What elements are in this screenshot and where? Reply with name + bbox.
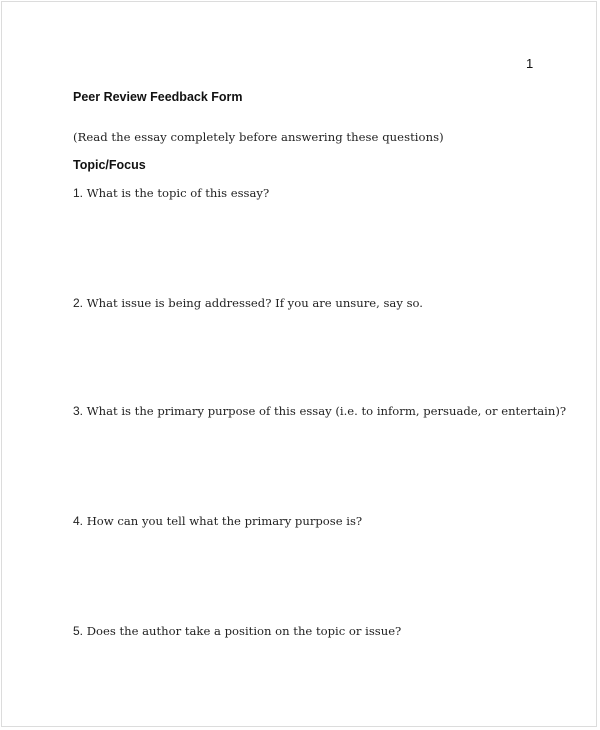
page-number: 1 — [526, 56, 534, 71]
question-text: How can you tell what the primary purpose is? — [83, 514, 363, 528]
question-4 — [73, 514, 362, 528]
question-number: 4. — [73, 514, 84, 528]
question-text: What is the primary purpose of this essay (i.e. to inform, persuade, or entertain)? — [83, 404, 567, 418]
question-text: What is the topic of this essay? — [83, 186, 270, 200]
document-page — [1, 1, 597, 727]
instruction-text: (Read the essay completely before answering these questions) — [73, 130, 444, 144]
form-title: Peer Review Feedback Form — [73, 90, 243, 104]
question-text: What issue is being addressed? If you are unsure, say so. — [83, 296, 423, 310]
question-1 — [73, 186, 269, 200]
question-number: 5. — [73, 624, 84, 638]
question-number: 1. — [73, 186, 84, 200]
question-number: 2. — [73, 296, 84, 310]
question-5 — [73, 624, 401, 638]
question-2 — [73, 296, 423, 310]
section-heading-topic-focus: Topic/Focus — [73, 158, 146, 172]
question-number: 3. — [73, 404, 84, 418]
question-3 — [73, 404, 566, 418]
question-text: Does the author take a position on the topic or issue? — [83, 624, 402, 638]
